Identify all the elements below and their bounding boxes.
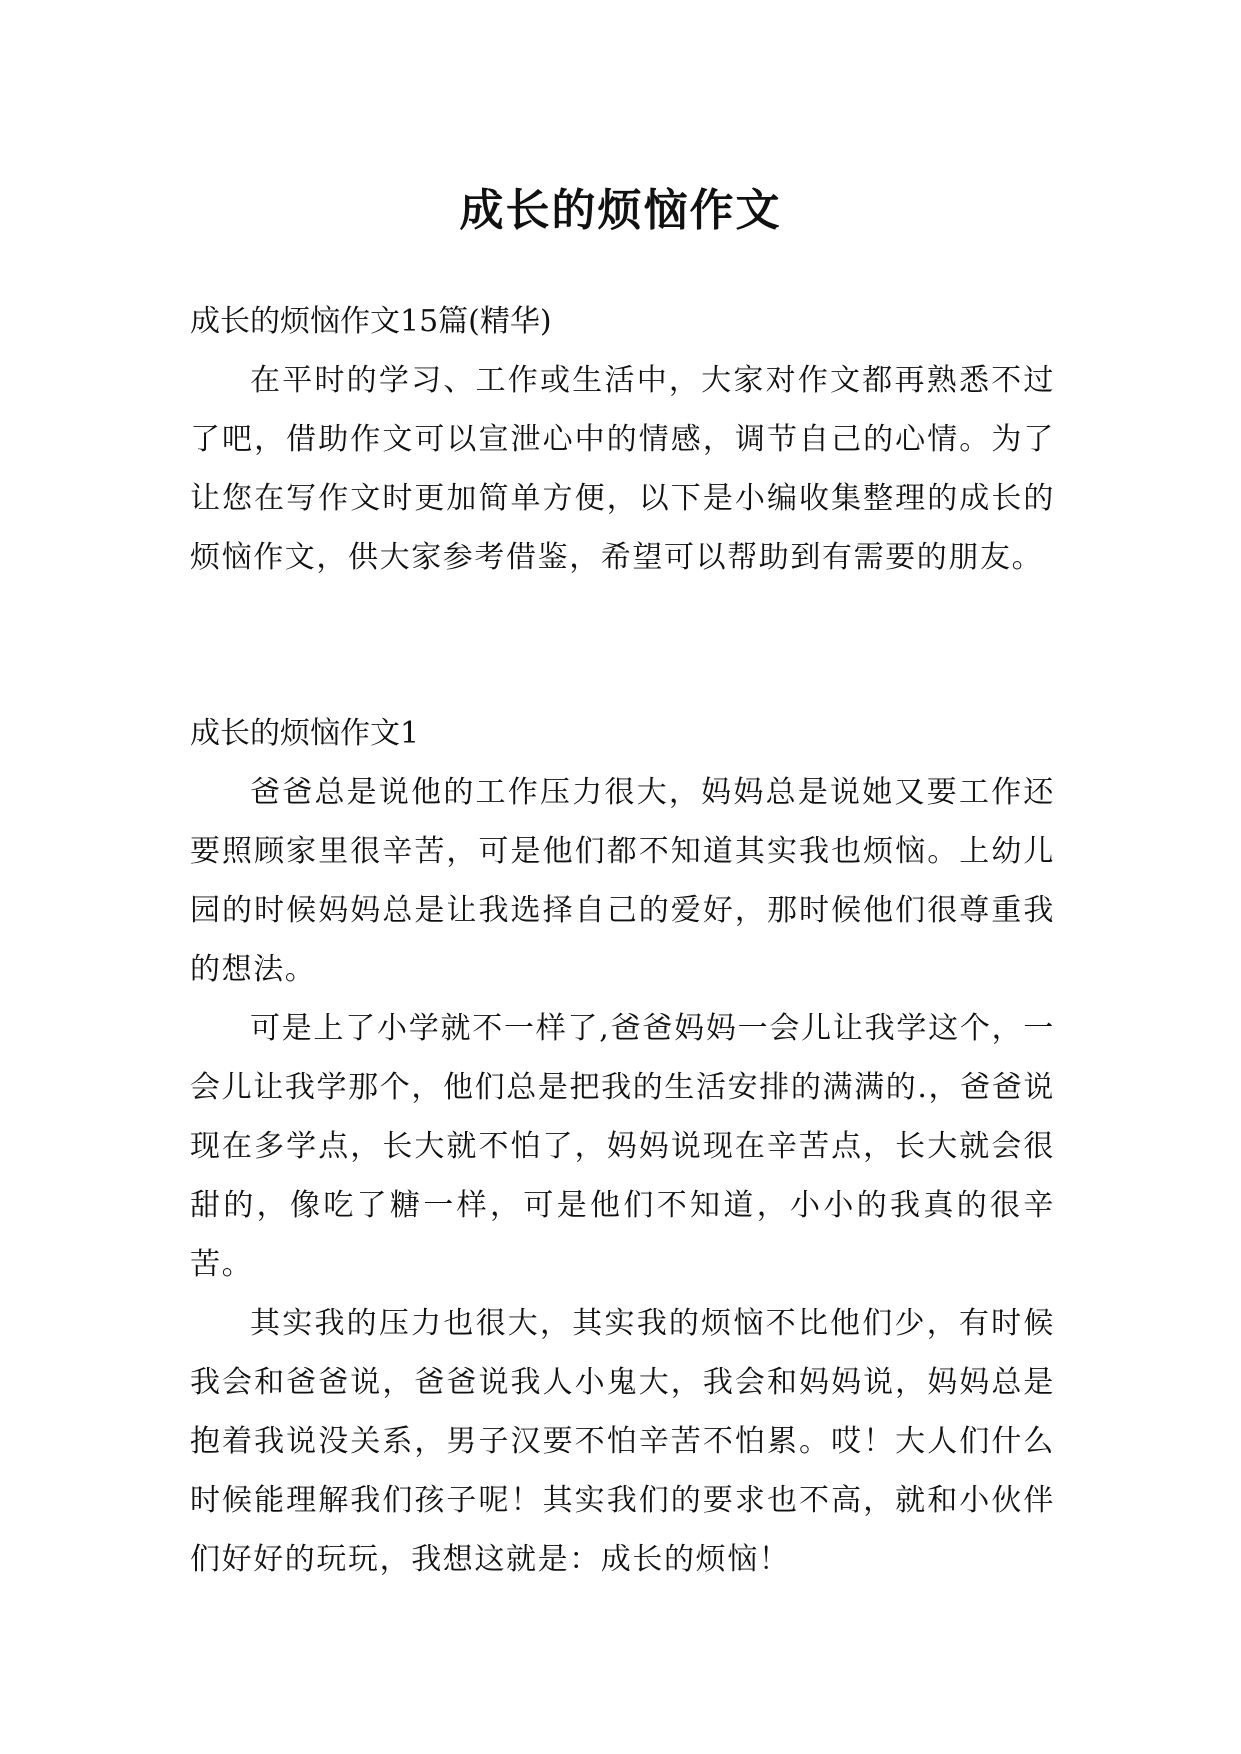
document-body [190,292,1055,1589]
section-paragraph-3: 其实我的压力也很大，其实我的烦恼不比他们少，有时候我会和爸爸说，爸爸说我人小鬼大，我会和妈妈说，妈妈总是抱着我说没关系，男子汉要不怕辛苦不怕累。哎！大人们什么时候能理解我们孩子呢！其实我们的要求也不高，就和小伙伴们好好的玩玩，我想这就是：成长的烦恼！ [190,1306,1055,1577]
intro-heading: 成长的烦恼作文15篇(精华) [190,304,552,339]
intro-paragraph: 在平时的学习、工作或生活中，大家对作文都再熟悉不过了吧，借助作文可以宣泄心中的情感，调节自己的心情。为了让您在写作文时更加简单方便，以下是小编收集整理的成长的烦恼作文，供大家参考借鉴，希望可以帮助到有需要的朋友。 [190,363,1055,575]
section-paragraph-2: 可是上了小学就不一样了,爸爸妈妈一会儿让我学这个，一会儿让我学那个，他们总是把我的生活安排的满满的.，爸爸说现在多学点，长大就不怕了，妈妈说现在辛苦点，长大就会很甜的，像吃了糖一样，可是他们不知道，小小的我真的很辛苦。 [190,1011,1055,1282]
document-title: 成长的烦恼作文 [459,185,782,237]
essay-section-1 [190,704,1055,1589]
section-spacer [190,587,1055,704]
section-paragraph-1: 爸爸总是说他的工作压力很大，妈妈总是说她又要工作还要照顾家里很辛苦，可是他们都不知道其实我也烦恼。上幼儿园的时候妈妈总是让我选择自己的爱好，那时候他们很尊重我的想法。 [190,775,1055,987]
section-heading: 成长的烦恼作文1 [190,716,420,751]
